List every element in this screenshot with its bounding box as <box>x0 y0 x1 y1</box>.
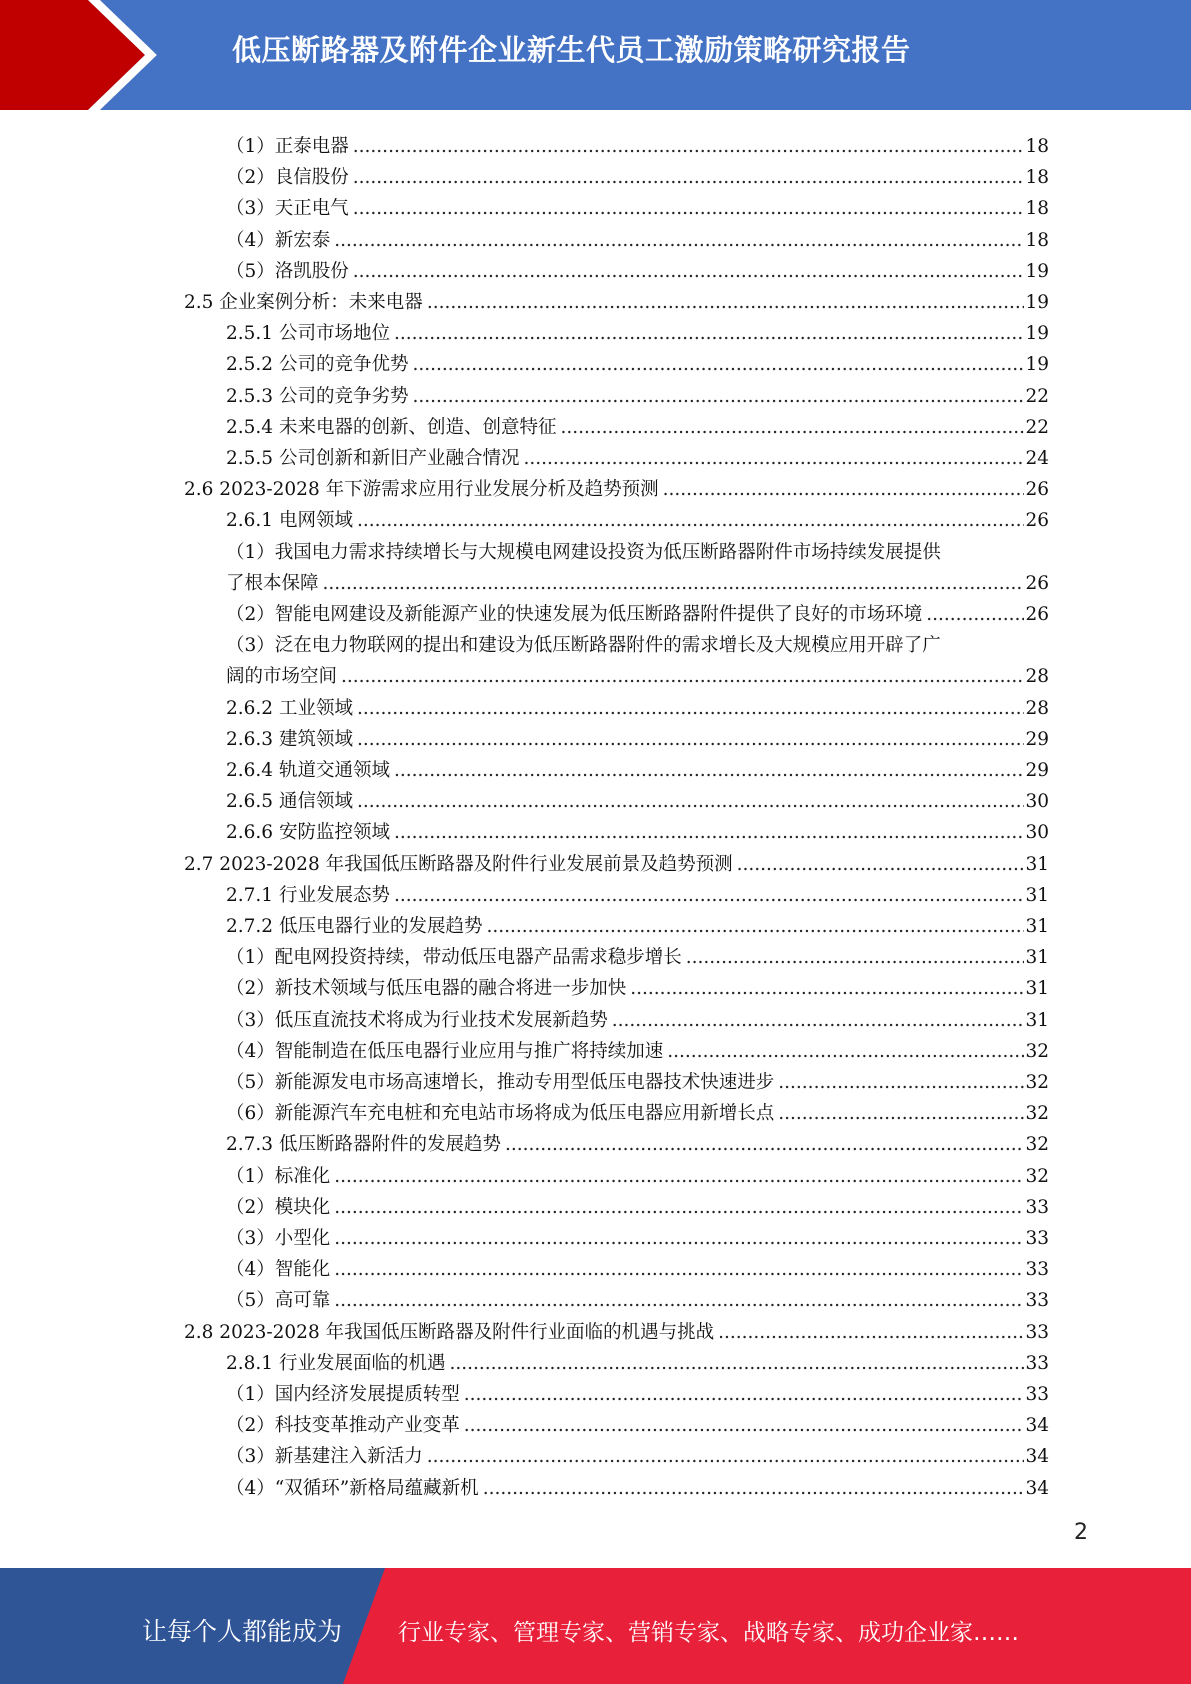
toc-entry-title: 2.7.3 低压断路器附件的发展趋势 <box>226 1134 501 1156</box>
toc-leader-dots <box>394 822 1024 844</box>
toc-entry-page: 19 <box>1025 292 1049 313</box>
toc-entry-page: 31 <box>1025 1009 1049 1031</box>
toc-entry-page: 24 <box>1025 448 1049 469</box>
toc-entry[interactable] <box>226 1188 1049 1219</box>
toc-entry-page: 33 <box>1025 1259 1049 1281</box>
toc-entry-title: 2.5.5 公司创新和新旧产业融合情况 <box>226 448 520 469</box>
toc-entry[interactable] <box>226 221 1049 252</box>
toc-entry-title: （5）高可靠 <box>226 1290 331 1312</box>
toc-entry-title: （2）良信股份 <box>226 167 349 189</box>
toc-entry[interactable] <box>226 564 1049 595</box>
toc-entry-page: 19 <box>1025 354 1049 376</box>
toc-entry-page: 34 <box>1025 1415 1049 1437</box>
toc-entry-page: 22 <box>1025 385 1049 407</box>
toc-entry[interactable] <box>226 345 1049 376</box>
toc-entry[interactable] <box>226 1032 1049 1063</box>
toc-entry-title: 2.5.4 未来电器的创新、创造、创意特征 <box>226 416 557 438</box>
toc-entry[interactable] <box>226 813 1049 844</box>
toc-entry-page: 18 <box>1025 198 1049 220</box>
toc-leader-dots <box>612 1010 1025 1032</box>
toc-entry-page: 32 <box>1025 1134 1049 1156</box>
toc-entry[interactable] <box>226 314 1049 345</box>
toc-entry-page: 33 <box>1025 1196 1049 1218</box>
toc-leader-dots <box>394 885 1024 907</box>
toc-leader-dots <box>353 167 1025 189</box>
toc-entry-page: 26 <box>1025 572 1049 594</box>
toc-entry[interactable] <box>226 408 1049 439</box>
toc-entry-page: 33 <box>1025 1290 1049 1312</box>
toc-entry-page: 33 <box>1025 1321 1049 1343</box>
page-footer <box>0 1568 1191 1684</box>
toc-entry-title: 2.7.2 低压电器行业的发展趋势 <box>226 916 483 937</box>
toc-entry[interactable] <box>226 252 1049 283</box>
toc-entry-title: 2.5 企业案例分析：未来电器 <box>184 292 423 313</box>
toc-entry-page: 31 <box>1025 916 1049 937</box>
toc-entry[interactable] <box>226 1375 1049 1406</box>
toc-entry-title: （1）我国电力需求持续增长与大规模电网建设投资为低压断路器附件市场持续发展提供 <box>226 541 941 563</box>
toc-entry-title: （5）洛凯股份 <box>226 260 349 282</box>
toc-entry-title: 2.8 2023-2028 年我国低压断路器及附件行业面临的机遇与挑战 <box>184 1321 715 1343</box>
toc-entry[interactable] <box>226 127 1049 158</box>
toc-entry-page: 19 <box>1025 323 1049 345</box>
toc-entry[interactable] <box>226 1001 1049 1032</box>
toc-leader-dots <box>323 573 1025 595</box>
toc-entry[interactable] <box>226 657 1049 688</box>
toc-entry-page: 32 <box>1025 1072 1049 1093</box>
toc-leader-dots <box>464 1415 1025 1437</box>
toc-entry-page: 31 <box>1025 853 1049 875</box>
toc-entry-page: 32 <box>1025 1040 1049 1062</box>
toc-entry-page: 31 <box>1025 978 1049 1000</box>
toc-entry[interactable] <box>226 1469 1049 1500</box>
toc-entry-title: （4）智能化 <box>226 1259 331 1281</box>
toc-leader-dots <box>341 666 1024 688</box>
toc-leader-dots <box>663 479 1025 501</box>
toc-entry-title: （3）天正电气 <box>226 198 349 220</box>
toc-entry[interactable] <box>226 1250 1049 1281</box>
toc-entry[interactable] <box>226 751 1049 782</box>
toc-leader-dots <box>357 510 1025 532</box>
toc-leader-dots <box>560 417 1024 439</box>
toc-entry[interactable] <box>226 907 1049 938</box>
toc-entry-page: 26 <box>1025 510 1049 532</box>
toc-entry-page: 18 <box>1025 229 1049 251</box>
toc-entry[interactable] <box>226 1437 1049 1468</box>
toc-leader-dots <box>686 947 1025 969</box>
toc-entry[interactable] <box>226 626 1049 657</box>
toc-entry-page: 34 <box>1025 1477 1049 1499</box>
toc-entry[interactable] <box>226 1344 1049 1375</box>
toc-entry-page: 28 <box>1025 666 1049 688</box>
toc-entry-title: 2.6 2023-2028 年下游需求应用行业发展分析及趋势预测 <box>184 479 659 501</box>
toc-entry-title: 2.6.6 安防监控领域 <box>226 822 390 844</box>
toc-entry[interactable] <box>226 377 1049 408</box>
toc-entry-page: 34 <box>1025 1446 1049 1468</box>
toc-leader-dots <box>427 292 1025 314</box>
toc-entry-title: （3）泛在电力物联网的提出和建设为低压断路器附件的需求增长及大规模应用开辟了广 <box>226 635 941 657</box>
toc-entry[interactable] <box>226 938 1049 969</box>
toc-entry[interactable] <box>226 533 1049 564</box>
toc-leader-dots <box>412 354 1024 376</box>
footer-slogan-right: 行业专家、管理专家、营销专家、战略专家、成功企业家…… <box>398 1620 1019 1646</box>
toc-entry-title: （1）正泰电器 <box>226 136 349 157</box>
toc-leader-dots <box>334 1290 1024 1312</box>
toc-entry[interactable] <box>226 876 1049 907</box>
toc-entry[interactable] <box>226 501 1049 532</box>
toc-entry-page: 26 <box>1025 479 1049 501</box>
toc-leader-dots <box>353 261 1025 283</box>
toc-entry-title: （1）配电网投资持续，带动低压电器产品需求稳步增长 <box>226 947 682 969</box>
toc-entry-title: （2）智能电网建设及新能源产业的快速发展为低压断路器附件提供了良好的市场环境 <box>226 604 923 625</box>
toc-entry-title: （3）新基建注入新活力 <box>226 1446 423 1468</box>
toc-entry-page: 30 <box>1025 822 1049 844</box>
toc-entry-page: 33 <box>1025 1352 1049 1374</box>
toc-entry[interactable] <box>226 439 1049 470</box>
toc-leader-dots <box>667 1041 1024 1063</box>
toc-leader-dots <box>334 1166 1024 1188</box>
toc-leader-dots <box>334 1197 1024 1219</box>
toc-leader-dots <box>427 1446 1025 1468</box>
toc-entry-title: 2.6.4 轨道交通领域 <box>226 760 390 781</box>
toc-entry-title: 2.7.1 行业发展态势 <box>226 884 390 906</box>
toc-entry-title: （2）模块化 <box>226 1196 331 1218</box>
toc-leader-dots <box>412 386 1024 408</box>
toc-leader-dots <box>449 1353 1024 1375</box>
toc-entry[interactable] <box>184 283 1049 314</box>
toc-leader-dots <box>334 1259 1024 1281</box>
toc-entry-title: 2.7 2023-2028 年我国低压断路器及附件行业发展前景及趋势预测 <box>184 853 733 875</box>
toc-entry-page: 33 <box>1025 1384 1049 1405</box>
toc-entry-title: （4）新宏泰 <box>226 229 331 251</box>
toc-entry[interactable] <box>226 969 1049 1000</box>
toc-entry-page: 32 <box>1025 1165 1049 1187</box>
toc-leader-dots <box>394 760 1024 782</box>
toc-leader-dots <box>505 1134 1024 1156</box>
toc-leader-dots <box>353 136 1025 158</box>
toc-entry[interactable] <box>226 1063 1049 1094</box>
toc-entry-page: 18 <box>1025 167 1049 189</box>
toc-entry[interactable] <box>226 689 1049 720</box>
toc-entry-title: （2）科技变革推动产业变革 <box>226 1415 460 1437</box>
toc-leader-dots <box>483 1478 1025 1500</box>
toc-entry-title: 2.6.1 电网领域 <box>226 510 353 532</box>
toc-entry-page: 19 <box>1025 260 1049 282</box>
toc-entry[interactable] <box>226 158 1049 189</box>
toc-leader-dots <box>394 323 1024 345</box>
toc-leader-dots <box>334 230 1024 252</box>
toc-entry[interactable] <box>226 1125 1049 1156</box>
toc-entry-page: 33 <box>1025 1228 1049 1249</box>
toc-entry-title: （4）“双循环”新格局蕴藏新机 <box>226 1477 479 1499</box>
toc-entry-title: （3）小型化 <box>226 1228 331 1249</box>
toc-leader-dots <box>718 1322 1024 1344</box>
toc-entry[interactable] <box>226 595 1049 626</box>
toc-entry[interactable] <box>226 1219 1049 1250</box>
toc-entry[interactable] <box>226 1094 1049 1125</box>
toc-entry[interactable] <box>226 1281 1049 1312</box>
toc-entry-title: 2.6.2 工业领域 <box>226 697 353 719</box>
toc-leader-dots <box>357 791 1025 813</box>
toc-leader-dots <box>334 1228 1024 1250</box>
toc-entry-page: 30 <box>1025 791 1049 813</box>
toc-entry-title: （4）智能制造在低压电器行业应用与推广将持续加速 <box>226 1040 664 1062</box>
toc-entry[interactable] <box>226 720 1049 751</box>
toc-entry-title: （2）新技术领域与低压电器的融合将进一步加快 <box>226 978 627 1000</box>
toc-entry-title: （1）国内经济发展提质转型 <box>226 1384 460 1405</box>
toc-entry-title: 阔的市场空间 <box>226 666 338 688</box>
report-title: 低压断路器及附件企业新生代员工激励策略研究报告 <box>232 33 911 67</box>
toc-entry[interactable] <box>226 1406 1049 1437</box>
toc-leader-dots <box>778 1103 1024 1125</box>
toc-entry-page: 22 <box>1025 416 1049 438</box>
toc-entry[interactable] <box>184 845 1049 876</box>
toc-entry-page: 29 <box>1025 728 1049 750</box>
toc-entry-title: 2.5.2 公司的竞争优势 <box>226 354 409 376</box>
toc-entry-title: 2.6.5 通信领域 <box>226 791 353 813</box>
toc-entry[interactable] <box>226 782 1049 813</box>
toc-leader-dots <box>464 1384 1025 1406</box>
toc-entry[interactable] <box>226 189 1049 220</box>
toc-leader-dots <box>926 604 1024 626</box>
toc-leader-dots <box>486 916 1024 938</box>
toc-entry-page: 32 <box>1025 1103 1049 1125</box>
toc-entry-title: 2.5.3 公司的竞争劣势 <box>226 385 409 407</box>
toc-entry[interactable] <box>184 470 1049 501</box>
toc-entry-title: （1）标准化 <box>226 1165 331 1187</box>
toc-entry-page: 18 <box>1025 136 1049 157</box>
toc-entry-page: 31 <box>1025 884 1049 906</box>
toc-entry-title: 2.5.1 公司市场地位 <box>226 323 390 345</box>
toc-leader-dots <box>357 698 1025 720</box>
toc-entry-title: （3）低压直流技术将成为行业技术发展新趋势 <box>226 1009 608 1031</box>
toc-entry-page: 26 <box>1025 604 1049 625</box>
toc-leader-dots <box>737 854 1025 876</box>
toc-entry-title: （5）新能源发电市场高速增长，推动专用型低压电器技术快速进步 <box>226 1072 775 1093</box>
toc-entry-title: 了根本保障 <box>226 572 319 594</box>
toc-leader-dots <box>357 729 1025 751</box>
toc-leader-dots <box>630 978 1024 1000</box>
page-header <box>0 0 1191 110</box>
toc-entry-page: 29 <box>1025 760 1049 781</box>
toc-leader-dots <box>778 1072 1024 1094</box>
page-number: 2 <box>1074 1520 1088 1545</box>
toc-entry[interactable] <box>184 1313 1049 1344</box>
footer-slogan-left: 让每个人都能成为 <box>142 1617 343 1646</box>
toc-leader-dots <box>523 448 1024 470</box>
toc-leader-dots <box>353 198 1025 220</box>
toc-entry-title: 2.6.3 建筑领域 <box>226 728 353 750</box>
toc-entry-title: 2.8.1 行业发展面临的机遇 <box>226 1352 446 1374</box>
toc-entry-title: （6）新能源汽车充电桩和充电站市场将成为低压电器应用新增长点 <box>226 1103 775 1125</box>
toc-entry-page: 28 <box>1025 697 1049 719</box>
toc-entry-page: 31 <box>1025 947 1049 969</box>
toc-entry[interactable] <box>226 1157 1049 1188</box>
